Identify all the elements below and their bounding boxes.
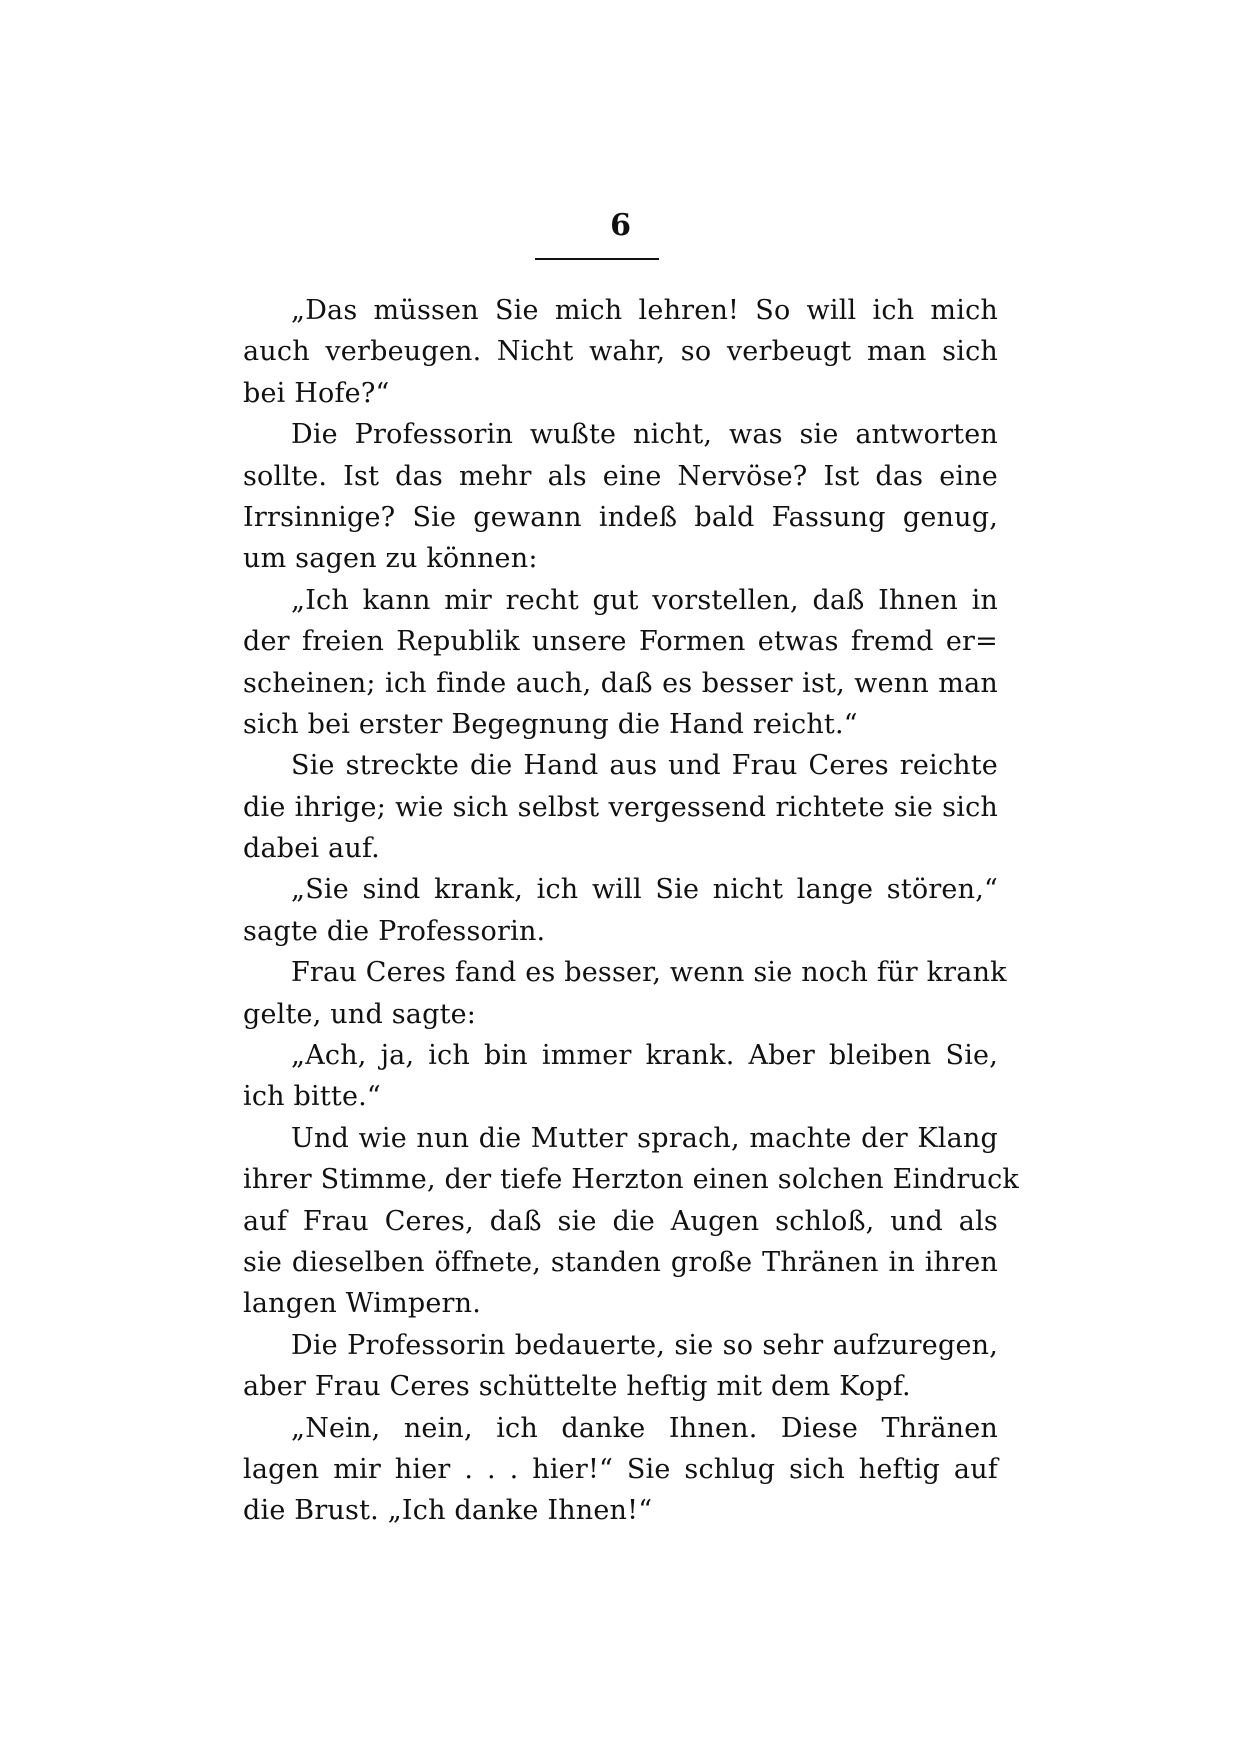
text-line: der freien Republik unsere Formen etwas fremd er= bbox=[243, 626, 998, 658]
text-line: die Brust. „Ich danke Ihnen!“ bbox=[243, 1495, 653, 1527]
text-line: „Nein, nein, ich danke Ihnen. Diese Thränen bbox=[291, 1412, 998, 1444]
text-line: sie dieselben öffnete, standen große Thränen in ihren bbox=[243, 1246, 998, 1278]
text-line: sollte. Ist das mehr als eine Nervöse? Ist das eine bbox=[243, 460, 998, 492]
page-number: 6 bbox=[610, 208, 631, 243]
text-line: aber Frau Ceres schüttelte heftig mit dem Kopf. bbox=[243, 1371, 911, 1403]
text-line: „Das müssen Sie mich lehren! So will ich mich bbox=[291, 295, 998, 326]
text-line: Die Professorin bedauerte, sie so sehr aufzuregen, bbox=[291, 1329, 998, 1361]
text-line: langen Wimpern. bbox=[243, 1288, 482, 1320]
text-line: die ihrige; wie sich selbst vergessend richtete sie sich bbox=[243, 791, 998, 823]
text-line: „Sie sind krank, ich will Sie nicht lange stören,“ bbox=[291, 874, 998, 906]
text-line: Irrsinnige? Sie gewann indeß bald Fassung genug, bbox=[243, 501, 998, 533]
text-line: ich bitte.“ bbox=[243, 1081, 381, 1113]
text-line: scheinen; ich finde auch, daß es besser ist, wenn man bbox=[243, 667, 998, 699]
text-line: Sie streckte die Hand aus und Frau Ceres reichte bbox=[291, 750, 998, 782]
text-line: auf Frau Ceres, daß sie die Augen schloß, und als bbox=[243, 1205, 998, 1237]
text-line: gelte, und sagte: bbox=[243, 998, 477, 1030]
text-line: um sagen zu können: bbox=[243, 543, 538, 575]
text-line: „Ich kann mir recht gut vorstellen, daß Ihnen in bbox=[291, 584, 998, 616]
text-line: sagte die Professorin. bbox=[243, 915, 546, 947]
text-line: Die Professorin wußte nicht, was sie antworten bbox=[291, 419, 998, 451]
text-line: ihrer Stimme, der tiefe Herzton einen solchen Eindruck bbox=[243, 1164, 1019, 1196]
text-line: bei Hofe?“ bbox=[243, 377, 390, 409]
body-text bbox=[243, 290, 1019, 1532]
text-line: auch verbeugen. Nicht wahr, so verbeugt man sich bbox=[243, 336, 998, 368]
text-line: Frau Ceres fand es besser, wenn sie noch für krank bbox=[291, 957, 1007, 989]
text-line: dabei auf. bbox=[243, 833, 380, 865]
text-line: lagen mir hier . . . hier!“ Sie schlug sich heftig auf bbox=[243, 1453, 998, 1485]
text-line: Und wie nun die Mutter sprach, machte der Klang bbox=[291, 1122, 998, 1154]
text-line: sich bei erster Begegnung die Hand reicht.“ bbox=[243, 708, 858, 740]
page-number-rule bbox=[535, 258, 659, 260]
text-line: „Ach, ja, ich bin immer krank. Aber bleiben Sie, bbox=[291, 1040, 998, 1072]
